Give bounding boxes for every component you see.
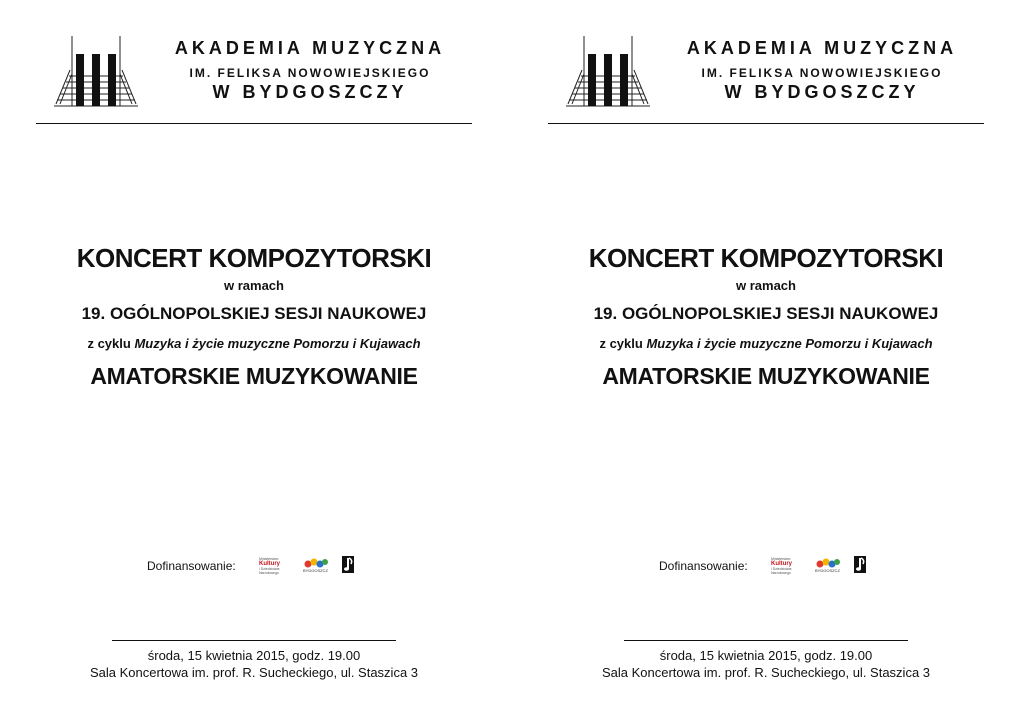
funding-label: Dofinansowanie:	[659, 559, 748, 573]
cycle-name: Muzyka i życie muzyczne Pomorzu i Kujawach	[134, 336, 421, 351]
cycle-prefix: z cyklu	[87, 336, 131, 351]
ministry-logo-top: Ministerstwo	[771, 557, 791, 561]
city-logo-text: BYDGOSZCZ	[303, 568, 328, 573]
academy-name-line2: IM. FELIKSA NOWOWIEJSKIEGO	[189, 66, 431, 80]
event-venue: Sala Koncertowa im. prof. R. Sucheckiego, ul. Staszica 3	[89, 665, 419, 680]
academy-name-line1: AKADEMIA MUZYCZNA	[686, 38, 958, 58]
concert-theme: AMATORSKIE MUZYKOWANIE	[90, 363, 418, 389]
header-divider	[548, 123, 984, 124]
city-logo	[303, 556, 329, 574]
cycle-line	[0, 336, 508, 351]
academy-name-line2: IM. FELIKSA NOWOWIEJSKIEGO	[701, 66, 943, 80]
academy-name-line3: W BYDGOSZCZY	[724, 82, 920, 102]
footer-divider	[112, 640, 396, 641]
city-logo	[815, 556, 841, 574]
academy-logo	[52, 34, 140, 108]
music-note-logo	[342, 556, 354, 573]
music-note-logo	[854, 556, 866, 573]
event-venue: Sala Koncertowa im. prof. R. Sucheckiego, ul. Staszica 3	[601, 665, 931, 680]
academy-logo	[564, 34, 652, 108]
ministry-logo-main: Kultury	[259, 561, 280, 567]
ministry-logo-bottom: i Dziedzictwa Narodowego	[259, 567, 280, 575]
concert-theme: AMATORSKIE MUZYKOWANIE	[602, 363, 930, 389]
header-divider	[36, 123, 472, 124]
academy-name-line3: W BYDGOSZCZY	[212, 82, 408, 102]
session-title: 19. OGÓLNOPOLSKIEJ SESJI NAUKOWEJ	[593, 304, 939, 323]
footer-divider	[624, 640, 908, 641]
ministry-logo-top: Ministerstwo	[259, 557, 279, 561]
within-text: w ramach	[224, 278, 284, 293]
cycle-prefix: z cyklu	[599, 336, 643, 351]
concert-title: KONCERT KOMPOZYTORSKI	[588, 243, 944, 273]
ministry-logo-bottom: i Dziedzictwa Narodowego	[771, 567, 792, 575]
poster-right	[512, 0, 1024, 724]
event-date: środa, 15 kwietnia 2015, godz. 19.00	[659, 648, 873, 663]
concert-title: KONCERT KOMPOZYTORSKI	[76, 243, 432, 273]
academy-name-line1: AKADEMIA MUZYCZNA	[174, 38, 446, 58]
city-logo-text: BYDGOSZCZ	[815, 568, 840, 573]
cycle-name: Muzyka i życie muzyczne Pomorzu i Kujawach	[646, 336, 933, 351]
ministry-logo	[771, 557, 801, 575]
event-date: środa, 15 kwietnia 2015, godz. 19.00	[147, 648, 361, 663]
ministry-logo	[259, 557, 289, 575]
cycle-line	[512, 336, 1020, 351]
within-text: w ramach	[736, 278, 796, 293]
funding-label: Dofinansowanie:	[147, 559, 236, 573]
session-title: 19. OGÓLNOPOLSKIEJ SESJI NAUKOWEJ	[81, 304, 427, 323]
ministry-logo-main: Kultury	[771, 561, 792, 567]
